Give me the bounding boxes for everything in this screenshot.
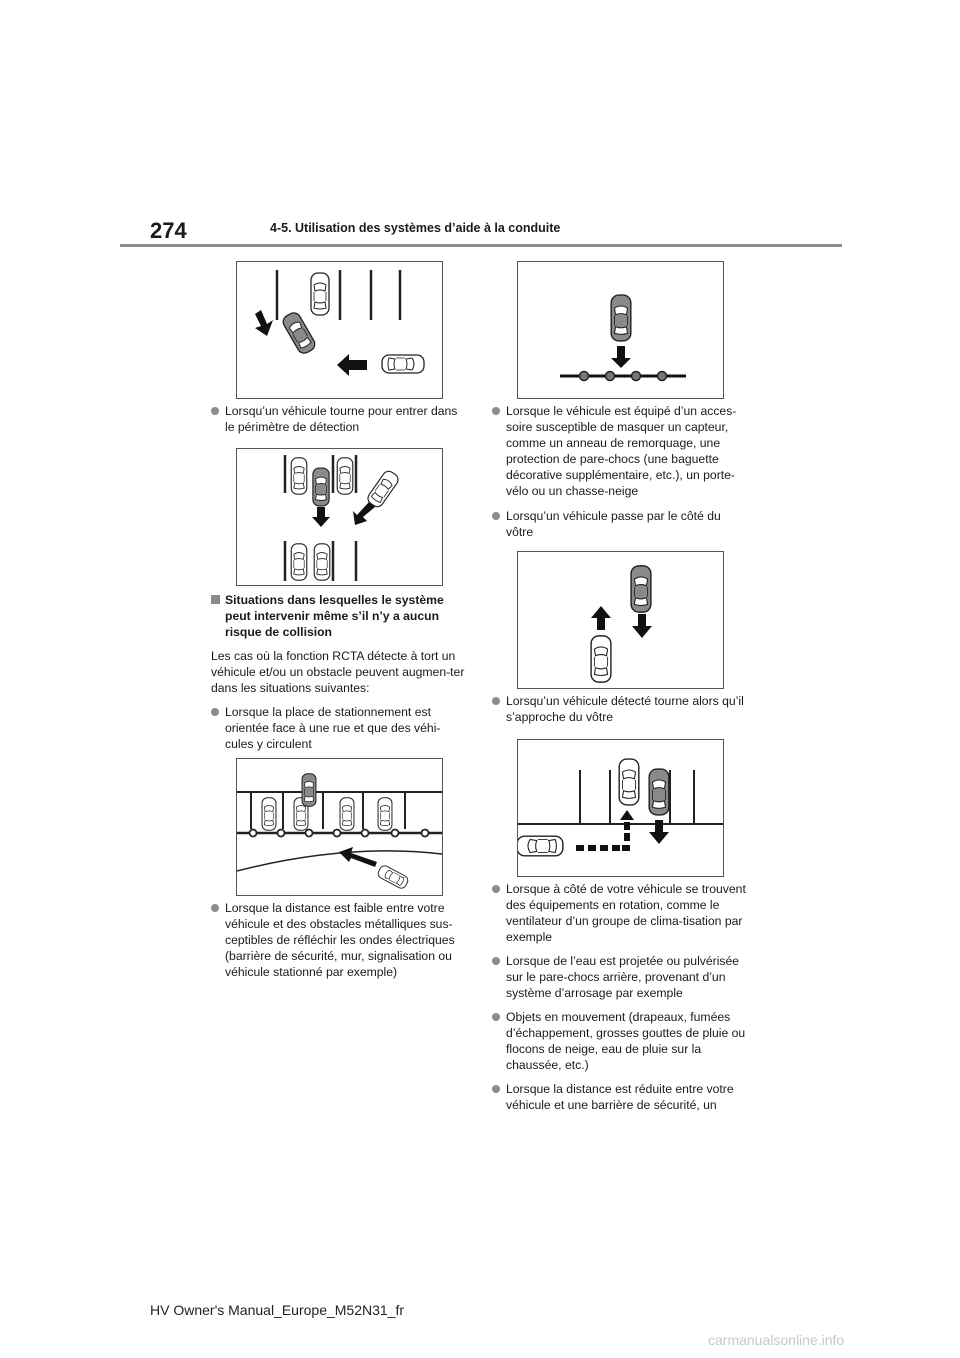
page-number: 274 <box>150 218 187 243</box>
right-bullet-6: Objets en mouvement (drapeaux, fumées d’échappement, grosses gouttes de pluie ou flocons de neige, eau de pluie sur la chaussée, etc.) <box>492 1009 747 1073</box>
figure-vehicle-passing-side <box>517 551 724 689</box>
right-bullet-5: Lorsque de l’eau est projetée ou pulvérisée sur le pare-chocs arrière, provenant d’un système d’arrosage par exemple <box>492 953 747 1001</box>
left-paragraph: Les cas où la fonction RCTA détecte à tort un véhicule et/ou un obstacle peuvent augmen-ter dans les situations suivantes: <box>211 649 465 695</box>
section-heading: Situations dans lesquelles le système peut intervenir même s’il n’y a aucun risque de collision <box>211 592 466 640</box>
right-bullet-2: Lorsqu’un véhicule passe par le côté du vôtre <box>492 508 747 540</box>
left-column-block-1 <box>211 403 466 435</box>
right-bullet-7: Lorsque la distance est réduite entre votre véhicule et une barrière de sécurité, un <box>492 1081 747 1113</box>
right-column-block-3 <box>492 881 747 1113</box>
section-title: 4-5. Utilisation des systèmes d’aide à la conduite <box>270 221 561 235</box>
left-column-block-3 <box>211 900 466 980</box>
approaching-car-icon <box>382 355 424 373</box>
footer-manual-id: HV Owner's Manual_Europe_M52N31_fr <box>150 1302 405 1318</box>
figure-accessory-masking-sensor <box>517 261 724 399</box>
right-column-block-2 <box>492 693 747 725</box>
left-bullet-2: Lorsque la place de stationnement est orientée face à une rue et que des véhi-cules y circulent <box>211 704 466 752</box>
left-column-block-2 <box>211 592 466 752</box>
parked-car-icon <box>311 273 329 315</box>
turning-car-icon <box>281 310 318 355</box>
right-bullet-4: Lorsque à côté de votre véhicule se trouvent des équipements en rotation, comme le ventilateur d’un groupe de clima-tisation par exemple <box>492 881 747 945</box>
left-bullet-3: Lorsque la distance est faible entre votre véhicule et des obstacles métalliques sus-ceptibles de réfléchir les ondes électriques (barrière de sécurité, mur, signalisation ou véhicule stationné par exemple) <box>211 900 466 980</box>
figure-vehicles-parking-lot <box>236 448 443 586</box>
left-bullet-1: Lorsqu’un véhicule tourne pour entrer dans le périmètre de détection <box>211 403 466 435</box>
right-bullet-1: Lorsque le véhicule est équipé d’un acces-soire susceptible de masquer un capteur, comme un anneau de remorquage, une protection de pare-chocs (une baguette décorative supplémentaire, etc.), un porte-vélo ou un chasse-neige <box>492 403 747 499</box>
right-column-block-1 <box>492 403 747 540</box>
figure-vehicle-turning-in <box>236 261 443 399</box>
header-divider <box>120 244 842 247</box>
watermark: carmanualsonline.info <box>708 1332 845 1348</box>
figure-detected-vehicle-turning <box>517 739 724 877</box>
figure-parking-facing-street <box>236 758 443 896</box>
right-bullet-3: Lorsqu’un véhicule détecté tourne alors qu’il s’approche du vôtre <box>492 693 747 725</box>
